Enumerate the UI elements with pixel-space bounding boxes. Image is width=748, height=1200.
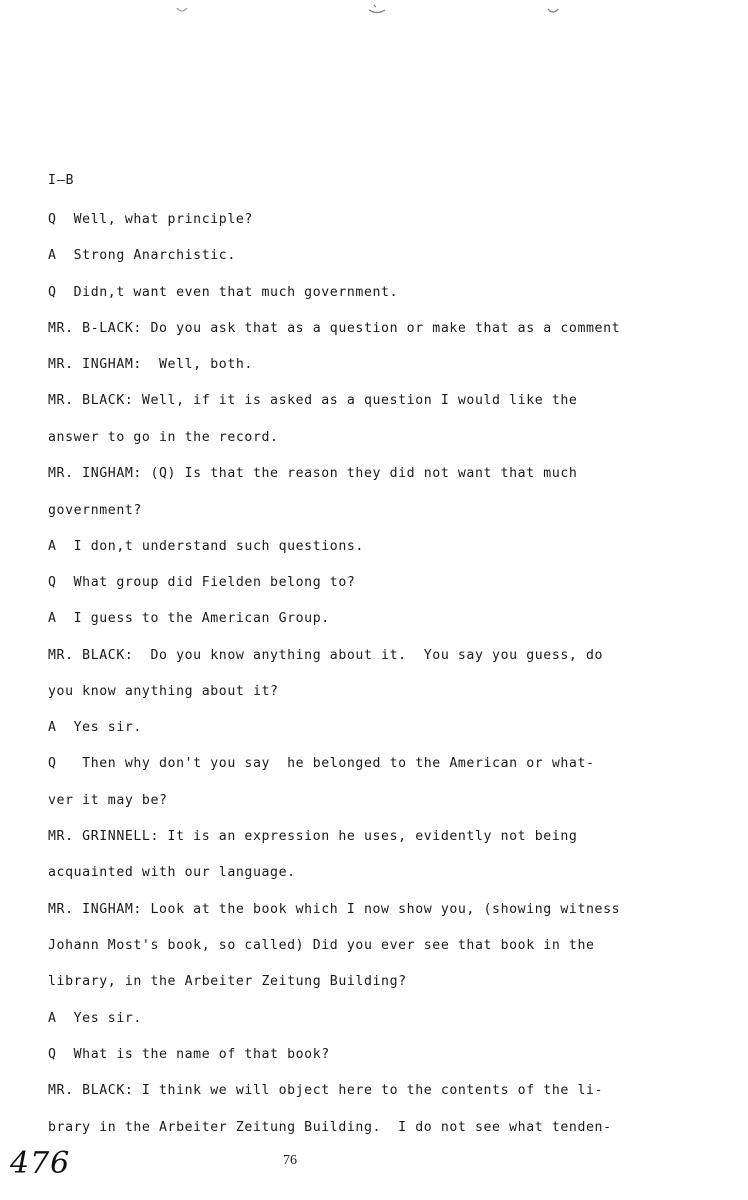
handwritten-page-number: 476 (10, 1146, 71, 1181)
transcript-line: A Yes sir. (48, 720, 142, 735)
transcript-line: brary in the Arbeiter Zeitung Building. I do not see what tenden- (48, 1120, 612, 1135)
section-label: I—B (48, 173, 75, 188)
transcript-line: government? (48, 503, 142, 518)
transcript-line: MR. BLACK: I think we will object here to the contents of the li- (48, 1083, 604, 1098)
transcript-line: library, in the Arbeiter Zeitung Building? (48, 974, 407, 989)
transcript-line: MR. INGHAM: (Q) Is that the reason they did not want that much (48, 466, 578, 481)
transcript-line: ver it may be? (48, 793, 168, 808)
transcript-line: Q Didn,t want even that much government. (48, 285, 399, 300)
transcript-line: A Strong Anarchistic. (48, 248, 236, 263)
transcript-line: MR. BLACK: Well, if it is asked as a question I would like the (48, 393, 578, 408)
transcript-line: MR. BLACK: Do you know anything about it. You say you guess, do (48, 648, 604, 663)
transcript-line: MR. INGHAM: Look at the book which I now show you, (showing witness (48, 902, 621, 917)
transcript-line: acquainted with our language. (48, 865, 296, 880)
punch-hole-mark (175, 2, 189, 16)
punch-hole-mark (546, 2, 560, 16)
transcript-line: Q Well, what principle? (48, 212, 253, 227)
transcript-line: A I guess to the American Group. (48, 611, 330, 626)
transcript-line: Q What group did Fielden belong to? (48, 575, 356, 590)
transcript-line: A Yes sir. (48, 1011, 142, 1026)
transcript-line: Johann Most's book, so called) Did you ever see that book in the (48, 938, 595, 953)
transcript-line: Q What is the name of that book? (48, 1047, 330, 1062)
punch-hole-mark (368, 2, 386, 16)
transcript-line: MR. B-LACK: Do you ask that as a question or make that as a comment (48, 321, 621, 336)
transcript-line: A I don,t understand such questions. (48, 539, 364, 554)
transcript-line: MR. INGHAM: Well, both. (48, 357, 253, 372)
transcript-line: answer to go in the record. (48, 430, 279, 445)
transcript-line: you know anything about it? (48, 684, 279, 699)
transcript-line: MR. GRINNELL: It is an expression he uses, evidently not being (48, 829, 578, 844)
page-number: 76 (283, 1153, 297, 1168)
transcript-line: Q Then why don't you say he belonged to the American or what- (48, 756, 595, 771)
